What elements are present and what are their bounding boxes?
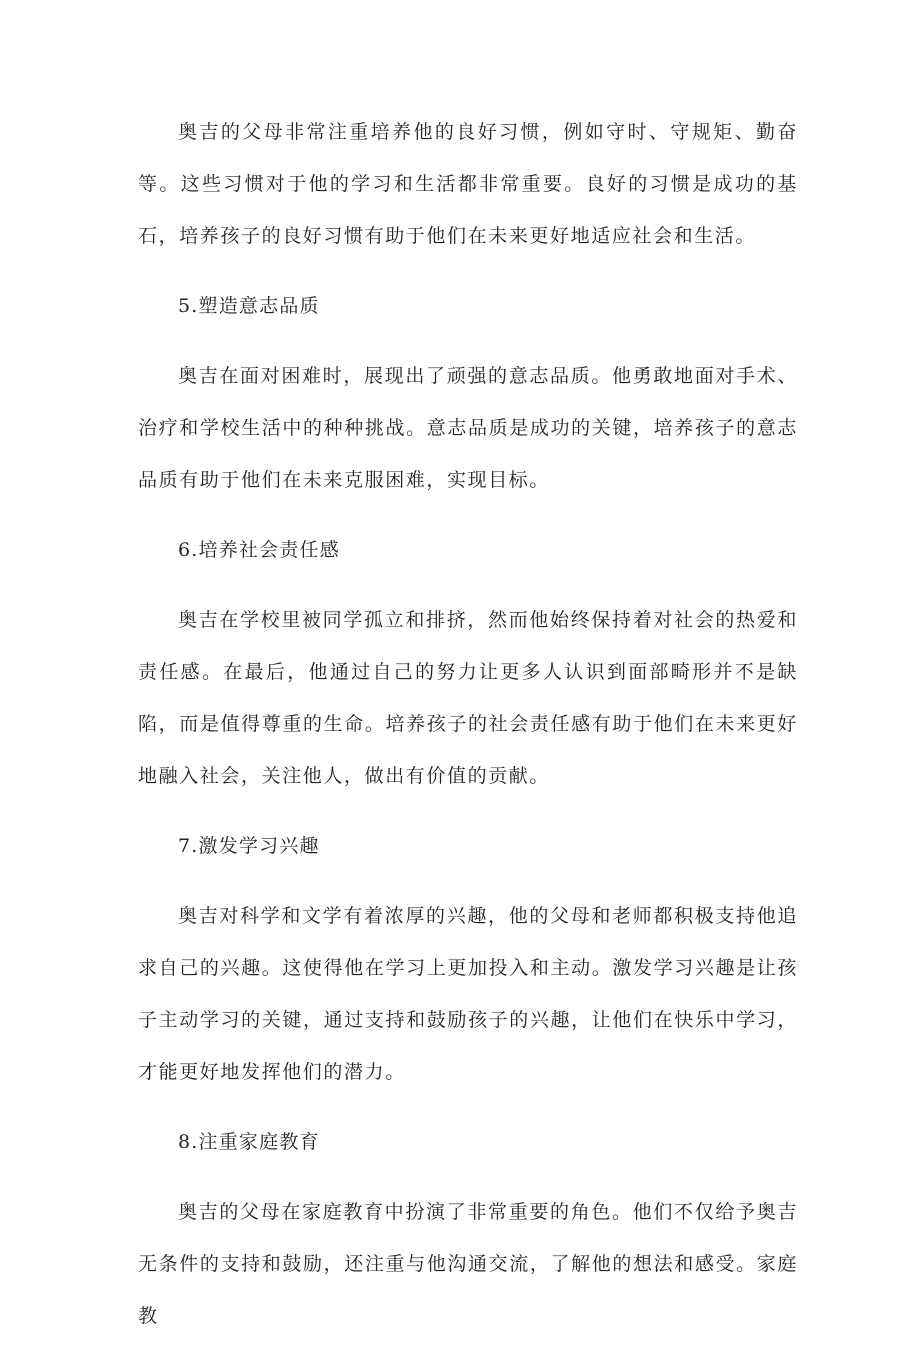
heading-family-education: 8.注重家庭教育 xyxy=(178,1131,320,1153)
paragraph-learning-interest: 奥吉对科学和文学有着浓厚的兴趣，他的父母和老师都积极支持他追求自己的兴趣。这使得他在学习上更加投入和主动。激发学习兴趣是让孩子主动学习的关键，通过支持和鼓励孩子的兴趣，让他们在快乐中学习，才能更好地发挥他们的潜力。 xyxy=(138,905,798,1083)
paragraph-habits: 奥吉的父母非常注重培养他的良好习惯，例如守时、守规矩、勤奋等。这些习惯对于他的学习和生活都非常重要。良好的习惯是成功的基石，培养孩子的良好习惯有助于他们在未来更好地适应社会和生活。 xyxy=(138,121,798,247)
heading-willpower: 5.塑造意志品质 xyxy=(178,295,320,317)
document-body xyxy=(138,106,798,1360)
heading-social-responsibility: 6.培养社会责任感 xyxy=(178,539,340,561)
paragraph-willpower: 奥吉在面对困难时，展现出了顽强的意志品质。他勇敢地面对手术、治疗和学校生活中的种种挑战。意志品质是成功的关键，培养孩子的意志品质有助于他们在未来克服困难，实现目标。 xyxy=(138,365,798,491)
paragraph-social-responsibility: 奥吉在学校里被同学孤立和排挤，然而他始终保持着对社会的热爱和责任感。在最后，他通过自己的努力让更多人认识到面部畸形并不是缺陷，而是值得尊重的生命。培养孩子的社会责任感有助于他们在未来更好地融入社会，关注他人，做出有价值的贡献。 xyxy=(138,609,798,787)
paragraph-family-education: 奥吉的父母在家庭教育中扮演了非常重要的角色。他们不仅给予奥吉无条件的支持和鼓励，还注重与他沟通交流，了解他的想法和感受。家庭教 xyxy=(138,1201,798,1327)
heading-learning-interest: 7.激发学习兴趣 xyxy=(178,835,320,857)
